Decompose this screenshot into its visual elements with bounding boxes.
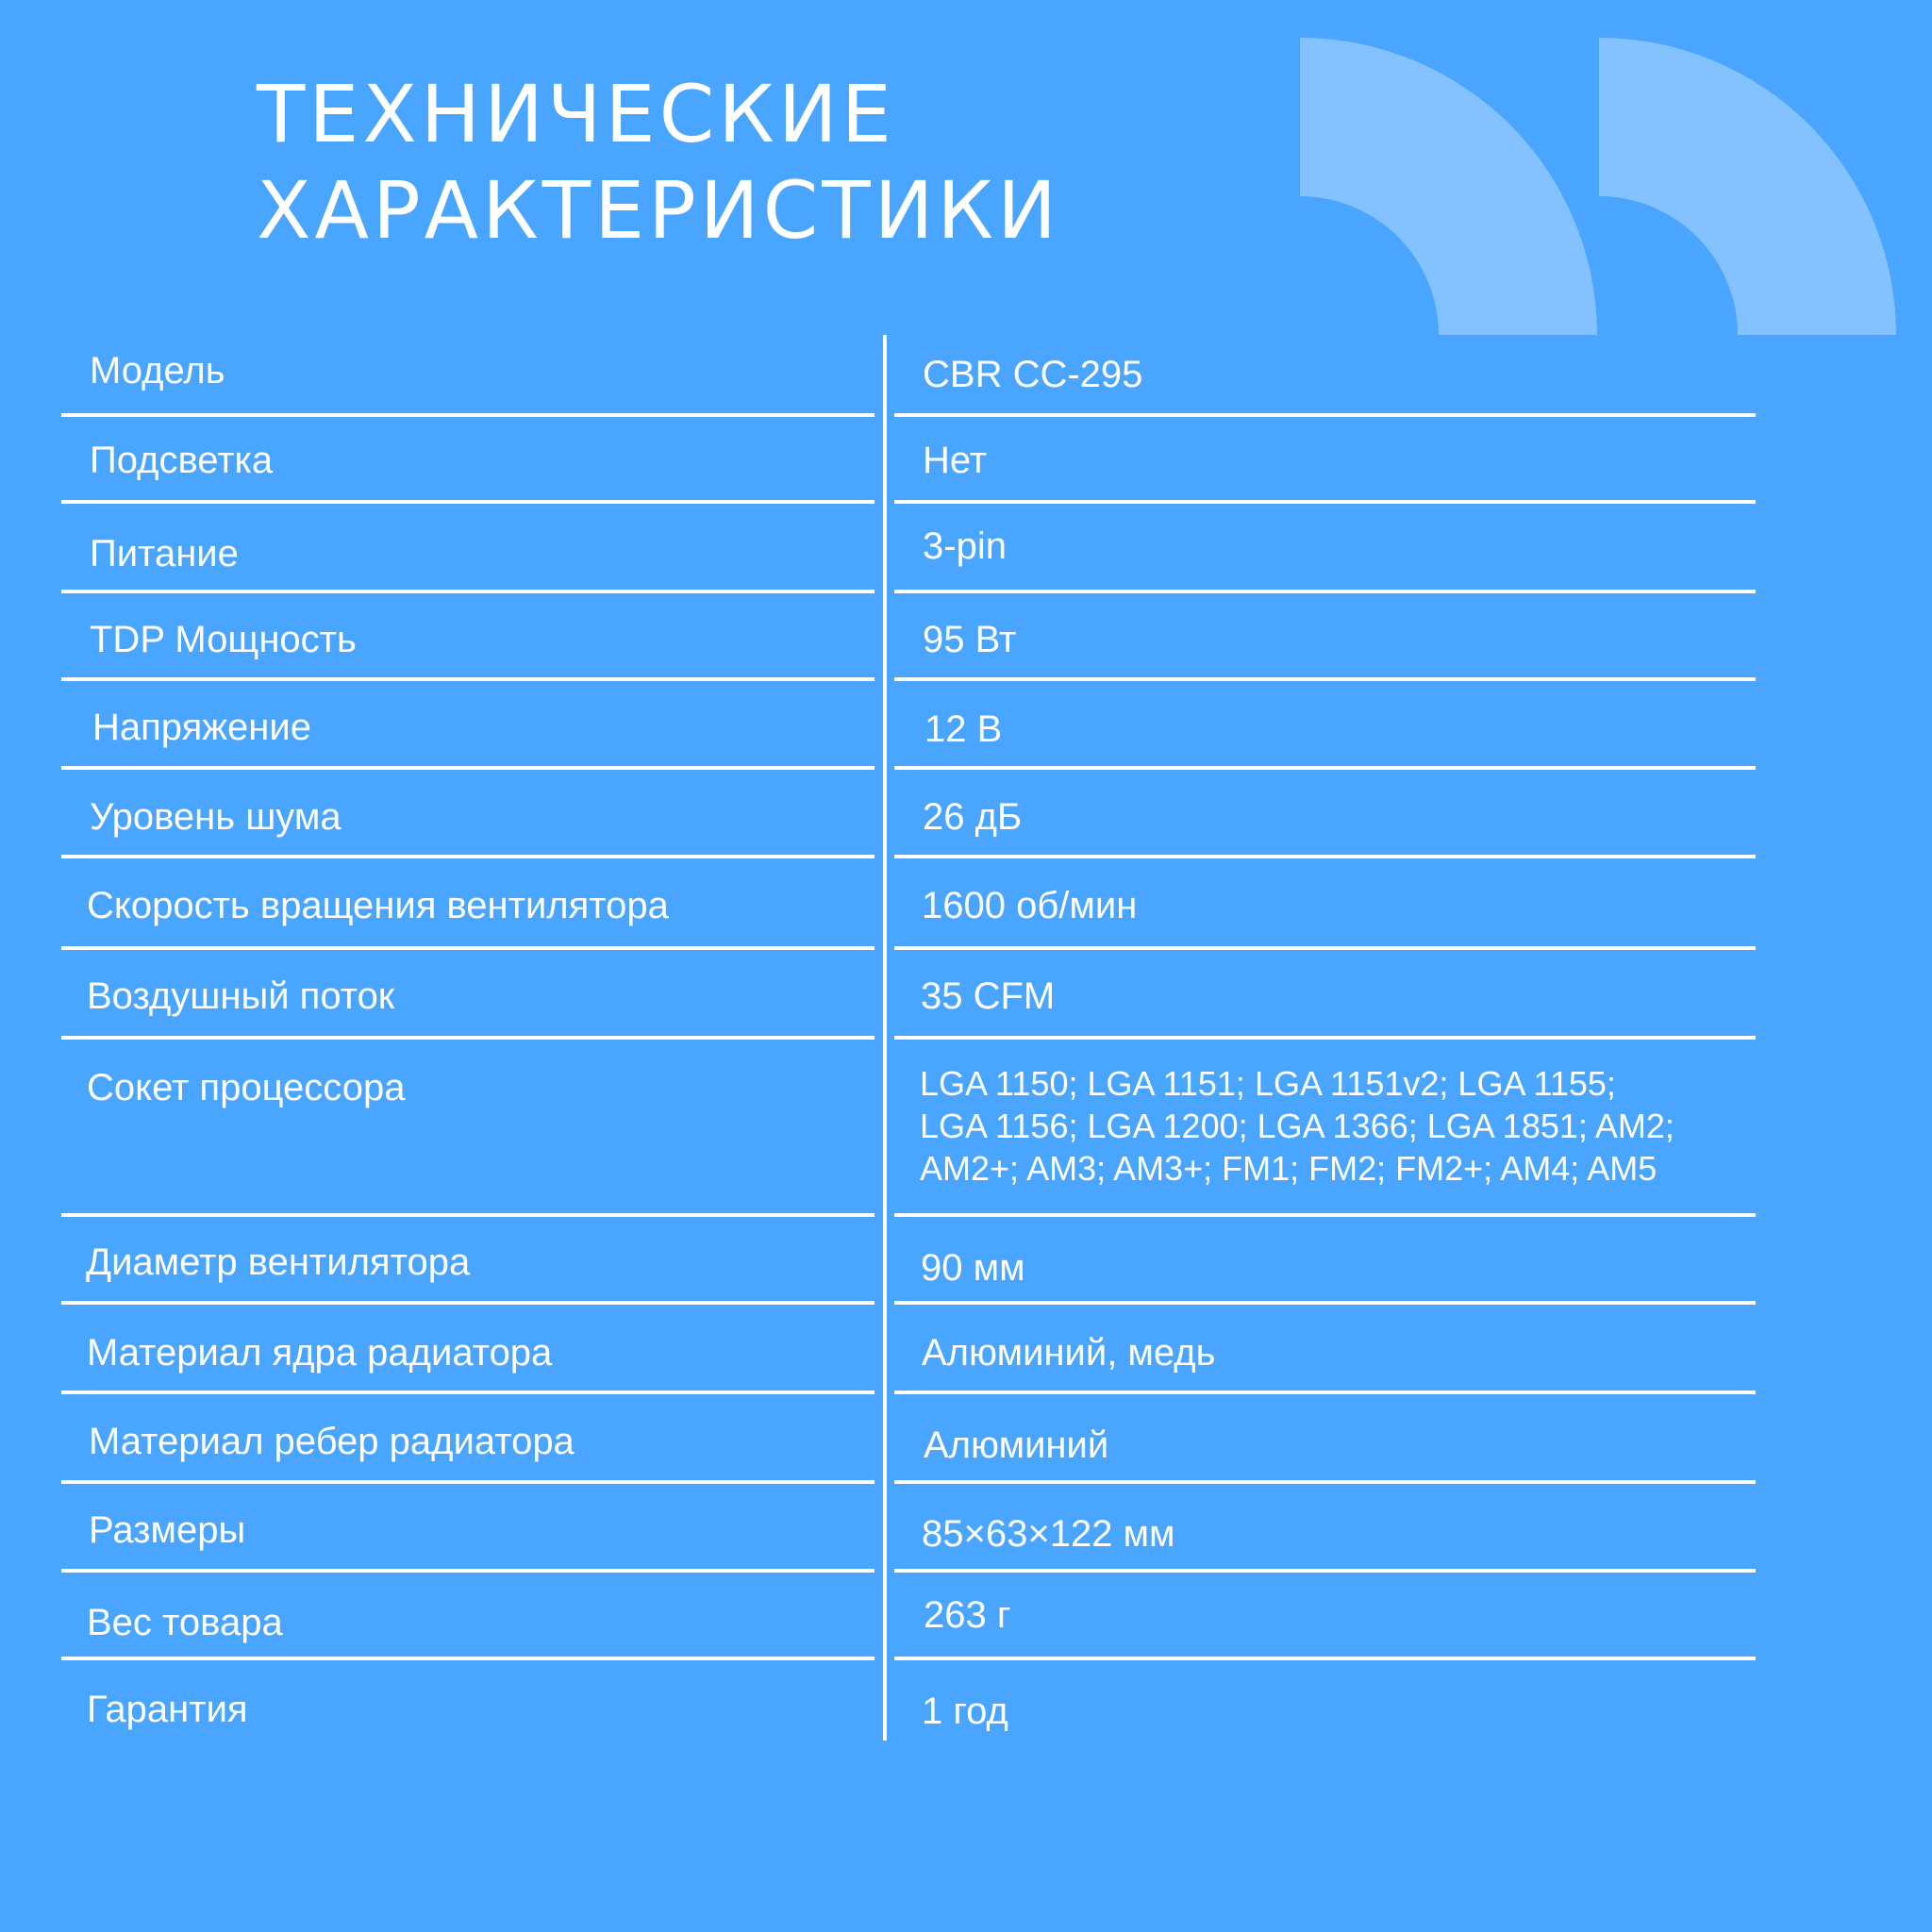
row-divider [61,1657,874,1660]
row-divider [894,677,1756,681]
row-divider [61,1213,874,1217]
spec-value-line-3: AM2+; AM3; AM3+; FM1; FM2; FM2+; AM4; AM5 [920,1149,1657,1188]
row-divider [61,766,874,770]
row-divider [61,1480,874,1484]
spec-label: Питание [90,533,239,575]
spec-value: 1 год [922,1690,1008,1732]
spec-label: Подсветка [90,440,274,481]
row-divider [894,1569,1756,1573]
row-divider [61,1036,874,1040]
row-divider [894,1391,1756,1394]
spec-label: Уровень шума [90,796,341,838]
row-divider [61,946,874,950]
row-divider [894,1657,1756,1660]
spec-label: Воздушный поток [87,975,395,1017]
page-title-line-2: ХАРАКТЕРИСТИКИ [257,164,1060,257]
row-divider [894,855,1756,858]
spec-label: Скорость вращения вентилятора [87,885,669,926]
spec-value: Алюминий, медь [922,1332,1216,1374]
spec-label: Материал ребер радиатора [89,1421,575,1462]
row-divider [61,855,874,858]
spec-label: Сокет процессора [87,1067,406,1108]
row-divider [894,766,1756,770]
spec-label: Модель [90,350,225,391]
spec-value: 1600 об/мин [922,885,1138,926]
row-divider [894,1301,1756,1305]
spec-label: Материал ядра радиатора [87,1332,553,1374]
row-divider [61,590,874,593]
spec-value: 263 г [924,1594,1011,1636]
spec-label: Вес товара [87,1602,283,1643]
spec-value: 90 мм [921,1247,1025,1289]
spec-label: TDP Мощность [90,619,357,660]
row-divider [894,1213,1756,1217]
spec-value: 3-pin [923,525,1007,567]
spec-value: 12 В [924,708,1003,750]
page-title-line-1: ТЕХНИЧЕСКИЕ [257,68,895,160]
row-divider [894,946,1756,950]
spec-value-line-1: LGA 1150; LGA 1151; LGA 1151v2; LGA 1155; [920,1064,1616,1103]
spec-label: Диаметр вентилятора [86,1241,471,1283]
spec-value: 85×63×122 мм [922,1513,1175,1555]
row-divider [61,1569,874,1573]
spec-label: Гарантия [87,1689,248,1730]
row-divider [61,1301,874,1305]
row-divider [894,500,1756,504]
spec-value-line-2: LGA 1156; LGA 1200; LGA 1366; LGA 1851; AM2; [920,1107,1674,1145]
row-divider [894,1036,1756,1040]
spec-label: Размеры [89,1509,246,1551]
quote-arc-right [1599,38,1896,335]
spec-value: 95 Вт [923,619,1017,660]
spec-label: Напряжение [92,707,311,748]
row-divider [894,413,1756,417]
spec-value: CBR CC-295 [923,354,1143,395]
row-divider [61,677,874,681]
spec-value: 26 дБ [923,796,1023,838]
row-divider [61,1391,874,1394]
row-divider [61,500,874,504]
column-divider [883,335,887,1740]
row-divider [61,413,874,417]
spec-value: Нет [923,440,988,481]
row-divider [894,1480,1756,1484]
quote-arc-left [1300,38,1597,335]
spec-value: 35 CFM [921,975,1056,1017]
row-divider [894,590,1756,593]
spec-value: Алюминий [924,1424,1109,1466]
page-title [257,66,1060,258]
